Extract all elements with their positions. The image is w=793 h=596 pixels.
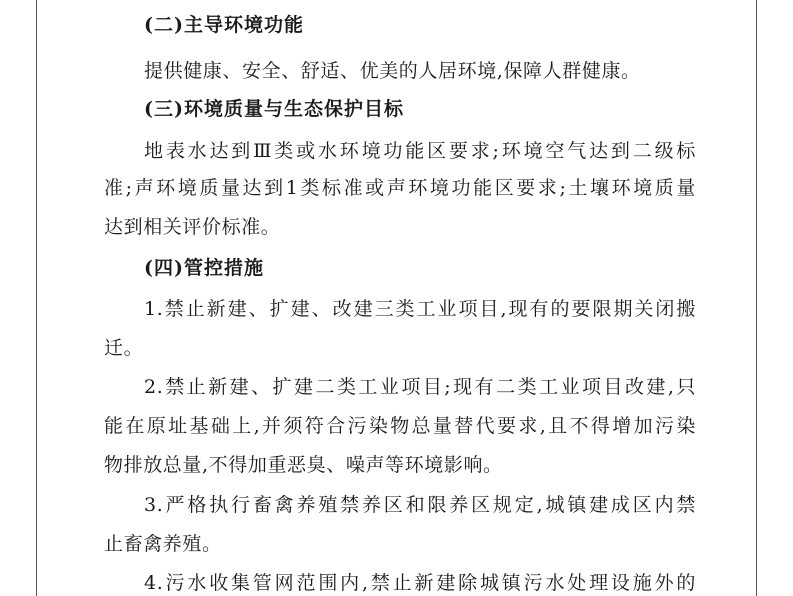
measure-2-line-1: 2.禁止新建、扩建二类工业项目;现有二类工业项目改建,只 (144, 376, 696, 398)
paragraph-quality-line-1: 地表水达到Ⅲ类或水环境功能区要求;环境空气达到二级标 (144, 140, 696, 162)
paragraph-quality-line-3: 达到相关评价标准。 (104, 216, 281, 238)
section-heading-quality-targets: (三)环境质量与生态保护目标 (144, 98, 404, 120)
page-left-border (36, 0, 37, 596)
measure-2-line-3: 物排放总量,不得加重恶臭、噪声等环境影响。 (104, 454, 503, 476)
measure-4-line-1: 4.污水收集管网范围内,禁止新建除城镇污水处理设施外的 (144, 572, 696, 594)
section-heading-main-function: (二)主导环境功能 (144, 14, 304, 36)
paragraph-main-function: 提供健康、安全、舒适、优美的人居环境,保障人群健康。 (144, 60, 641, 82)
measure-2-line-2: 能在原址基础上,并须符合污染物总量替代要求,且不得增加污染 (104, 415, 696, 437)
measure-1-line-2: 迁。 (104, 337, 144, 359)
paragraph-quality-line-2: 准;声环境质量达到1类标准或声环境功能区要求;土壤环境质量 (104, 177, 696, 199)
measure-3-line-1: 3.严格执行畜禽养殖禁养区和限养区规定,城镇建成区内禁 (144, 494, 696, 516)
section-heading-control-measures: (四)管控措施 (144, 257, 264, 279)
page-right-border (756, 0, 757, 596)
measure-1-line-1: 1.禁止新建、扩建、改建三类工业项目,现有的要限期关闭搬 (144, 298, 696, 320)
measure-3-line-2: 止畜禽养殖。 (104, 533, 222, 555)
